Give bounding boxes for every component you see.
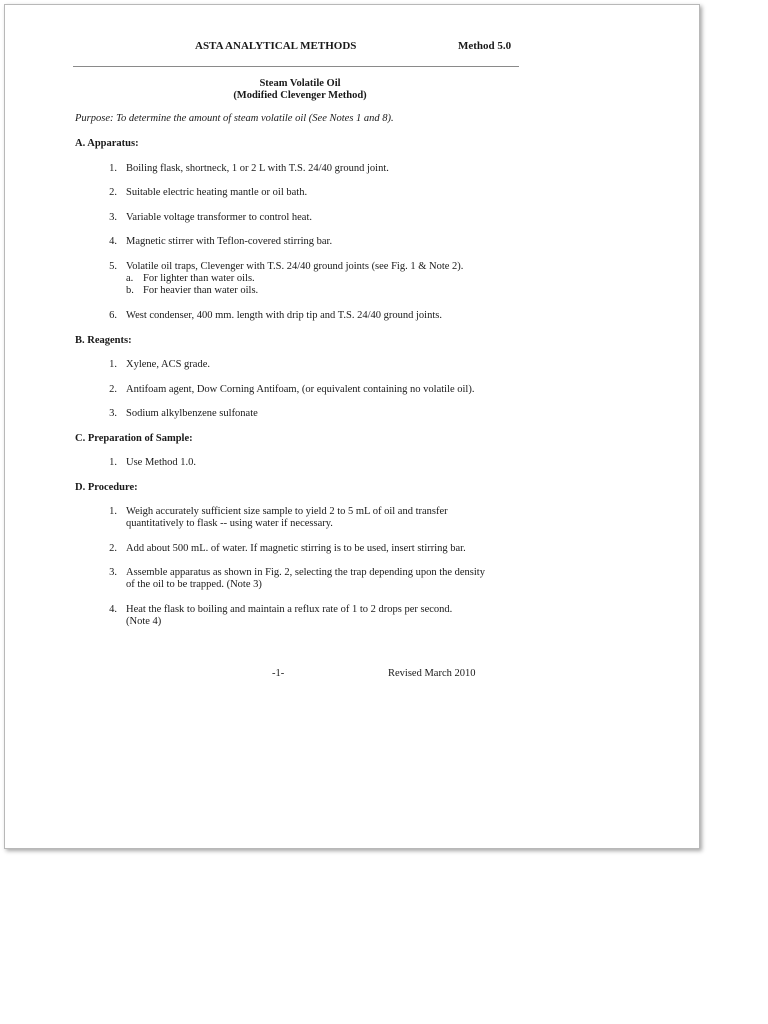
section-heading-procedure: D. Procedure:: [75, 482, 138, 493]
header-title: ASTA ANALYTICAL METHODS: [195, 40, 357, 52]
list-item-text: Weigh accurately sufficient size sample to yield 2 to 5 mL of oil and transfer: [126, 506, 448, 517]
purpose-statement: Purpose: To determine the amount of steam volatile oil (See Notes 1 and 8).: [75, 113, 394, 124]
list-item-number: 5.: [109, 261, 117, 272]
list-item-text: Antifoam agent, Dow Corning Antifoam, (or equivalent containing no volatile oil).: [126, 384, 475, 395]
list-item-text: Heat the flask to boiling and maintain a reflux rate of 1 to 2 drops per second.: [126, 604, 453, 615]
list-item-text: Sodium alkylbenzene sulfonate: [126, 408, 258, 419]
section-heading-reagents: B. Reagents:: [75, 335, 132, 346]
list-item-text: Volatile oil traps, Clevenger with T.S. 24/40 ground joints (see Fig. 1 & Note 2).: [126, 261, 464, 272]
sub-item-letter: b.: [126, 285, 134, 296]
sub-item-text: For heavier than water oils.: [143, 285, 259, 296]
sub-item-text: For lighter than water oils.: [143, 273, 255, 284]
list-item-number: 6.: [109, 310, 117, 321]
list-item-text: Boiling flask, shortneck, 1 or 2 L with T.S. 24/40 ground joint.: [126, 163, 389, 174]
sub-item-letter: a.: [126, 273, 134, 284]
section-heading-apparatus: A. Apparatus:: [75, 138, 139, 149]
list-item-number: 3.: [109, 212, 117, 223]
list-item-text: Add about 500 mL. of water. If magnetic stirring is to be used, insert stirring bar.: [126, 543, 466, 554]
revision-date: Revised March 2010: [388, 668, 476, 679]
list-item-number: 1.: [109, 506, 117, 517]
list-item-number: 3.: [109, 408, 117, 419]
method-subtitle: (Modified Clevenger Method): [233, 90, 367, 101]
list-item-number: 2.: [109, 187, 117, 198]
document-page: [4, 4, 700, 849]
list-item-number: 1.: [109, 457, 117, 468]
list-item-number: 2.: [109, 543, 117, 554]
method-title: Steam Volatile Oil: [259, 78, 341, 89]
list-item-text-continued: of the oil to be trapped. (Note 3): [126, 579, 262, 590]
list-item-text: Suitable electric heating mantle or oil bath.: [126, 187, 308, 198]
list-item-text: Xylene, ACS grade.: [126, 359, 210, 370]
list-item-number: 1.: [109, 359, 117, 370]
list-item-text: Variable voltage transformer to control heat.: [126, 212, 313, 223]
list-item-text: Magnetic stirrer with Teflon-covered stirring bar.: [126, 236, 333, 247]
list-item-number: 4.: [109, 604, 117, 615]
list-item-text-continued: (Note 4): [126, 616, 162, 627]
list-item-number: 2.: [109, 384, 117, 395]
section-heading-preparation: C. Preparation of Sample:: [75, 433, 193, 444]
list-item-text: Assemble apparatus as shown in Fig. 2, selecting the trap depending upon the density: [126, 567, 485, 578]
header-divider: [73, 66, 519, 67]
list-item-text-continued: quantitatively to flask -- using water if necessary.: [126, 518, 333, 529]
list-item-text: West condenser, 400 mm. length with drip tip and T.S. 24/40 ground joints.: [126, 310, 442, 321]
header-method-number: Method 5.0: [458, 40, 512, 52]
list-item-number: 1.: [109, 163, 117, 174]
page-number: -1-: [272, 668, 285, 679]
list-item-number: 3.: [109, 567, 117, 578]
list-item-number: 4.: [109, 236, 117, 247]
list-item-text: Use Method 1.0.: [126, 457, 196, 468]
